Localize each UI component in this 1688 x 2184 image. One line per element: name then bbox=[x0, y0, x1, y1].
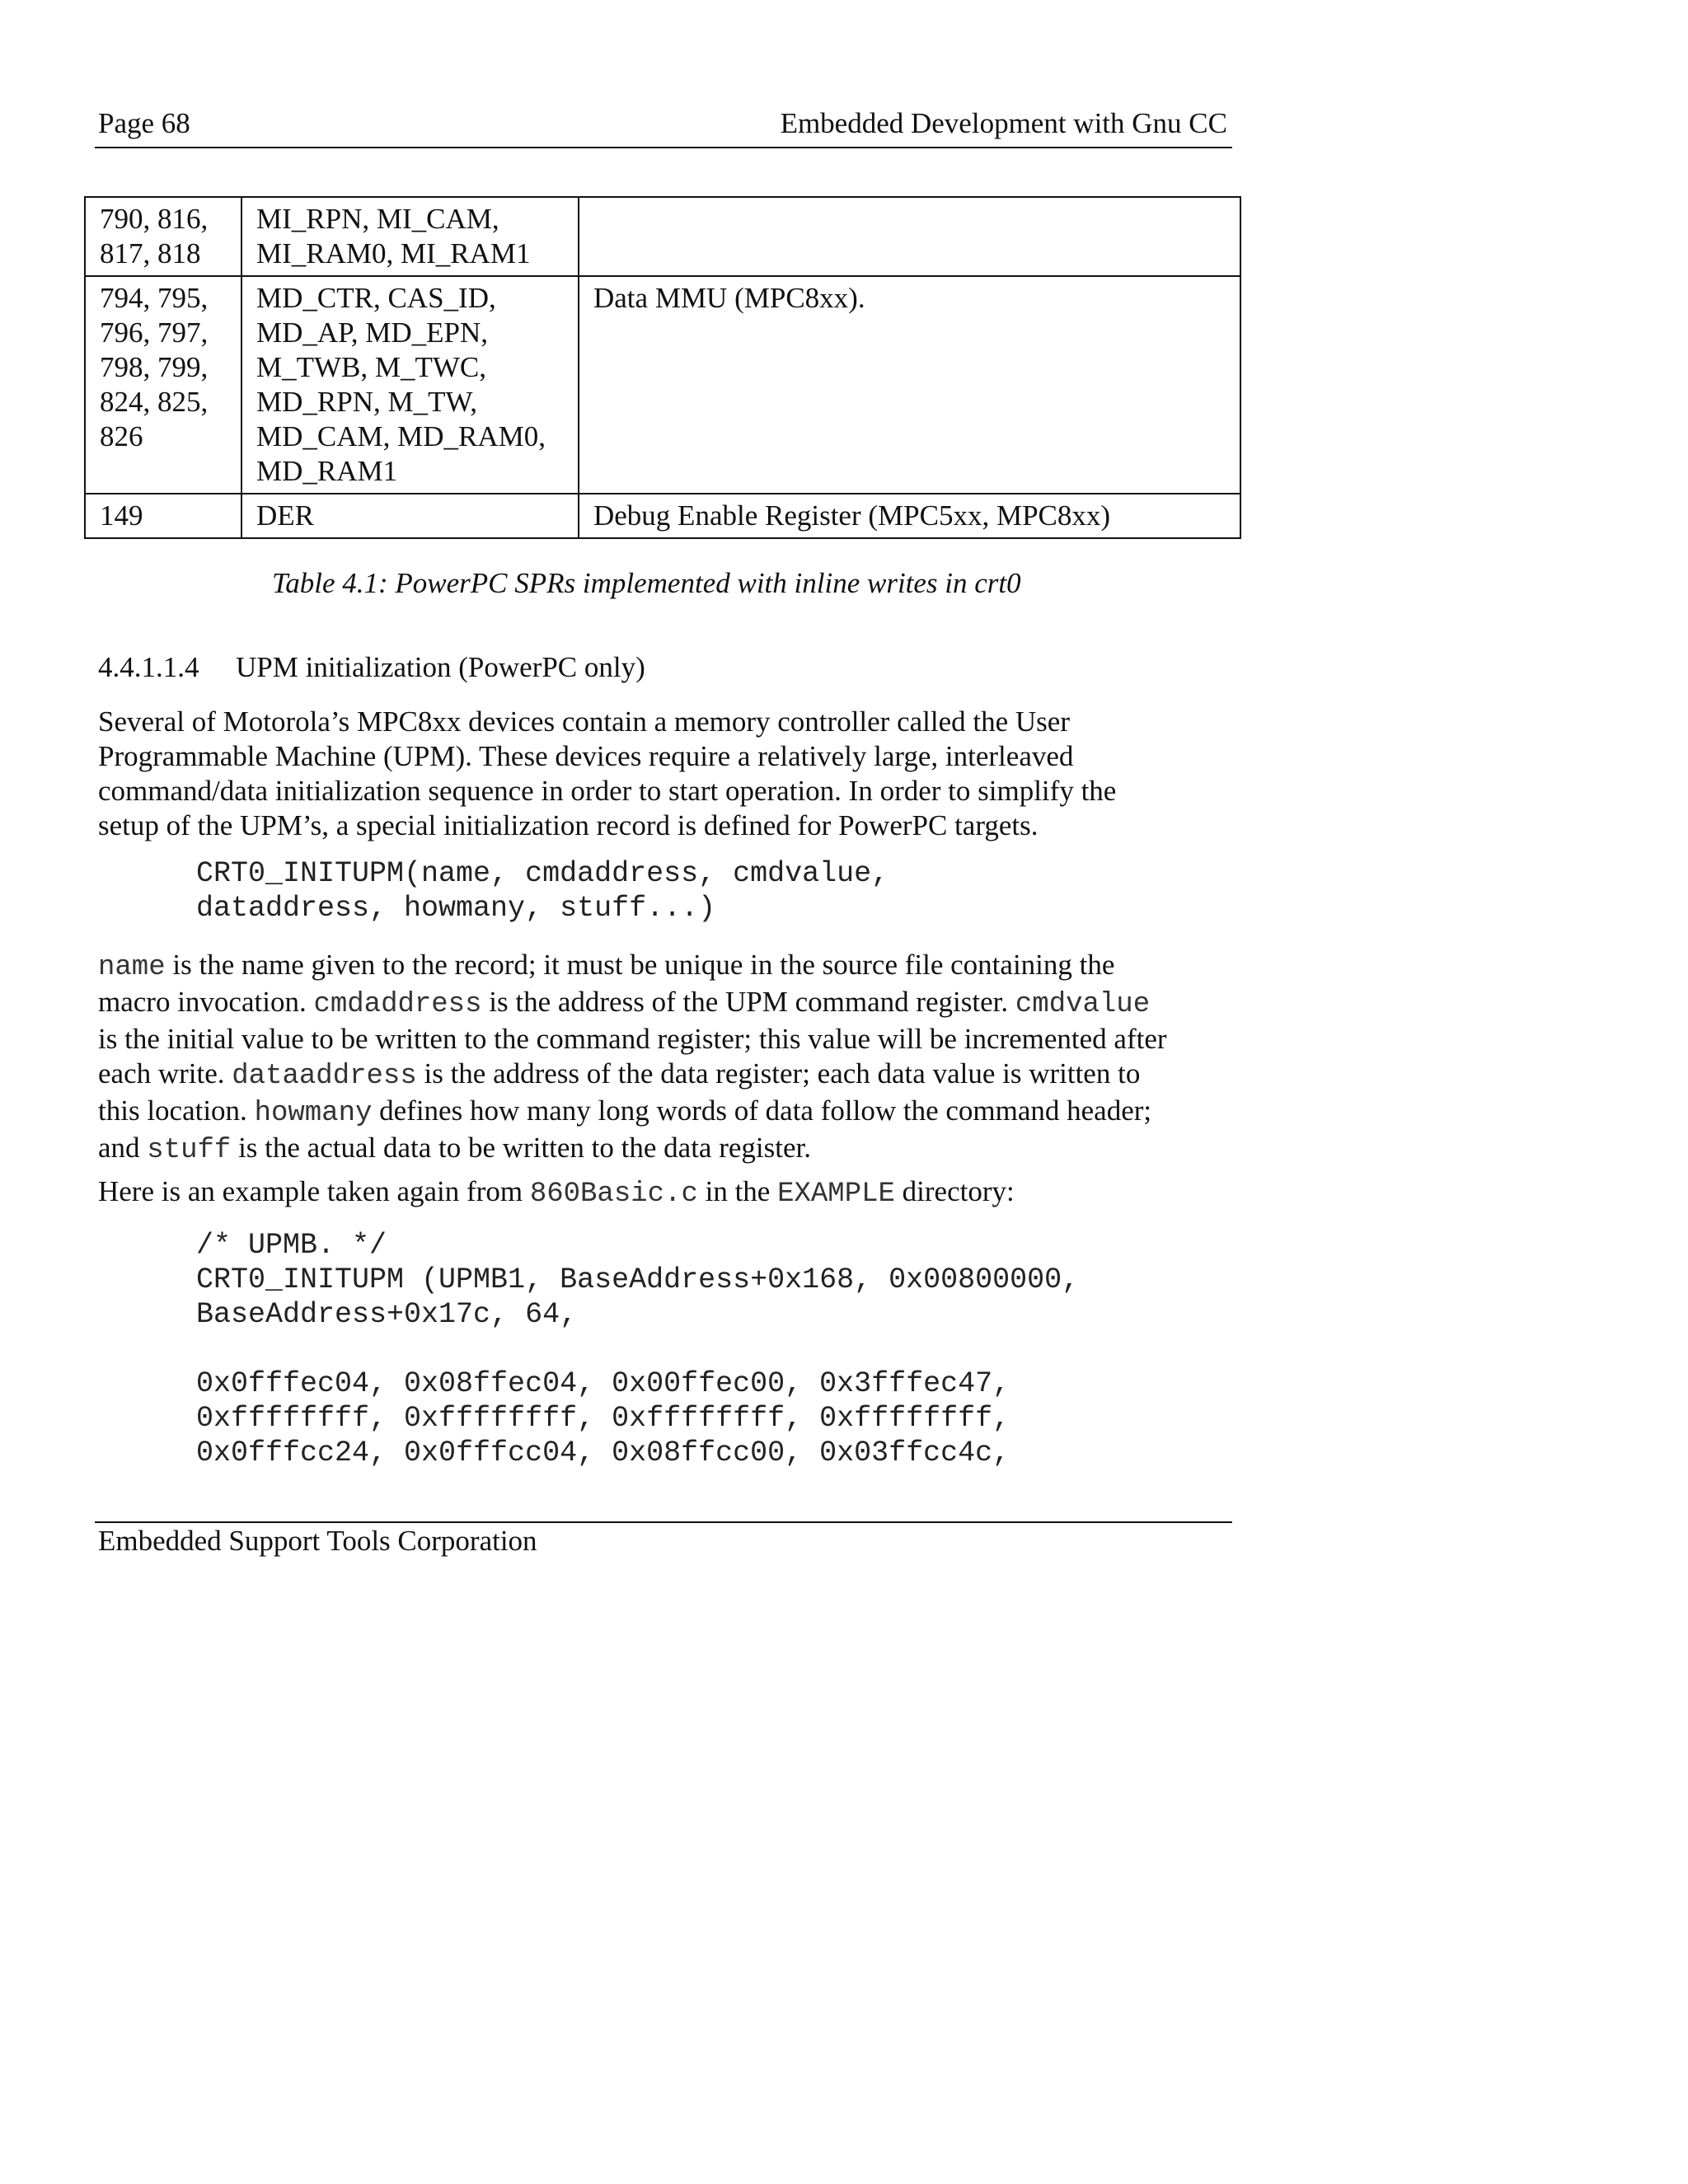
directory-name: EXAMPLE bbox=[777, 1179, 895, 1210]
term-dataaddress: dataaddress bbox=[232, 1061, 417, 1092]
page-header bbox=[95, 104, 1232, 148]
intro-paragraph: Several of Motorola’s MPC8xx devices contain a memory controller called the User Programmable Machine (UPM). These devices require a relatively large, interleaved command/data initialization sequence in order to start operation. In order to simplify the setup of the UPM’s, a special initialization record is defined for PowerPC targets. bbox=[98, 705, 1117, 841]
term-stuff: stuff bbox=[147, 1135, 232, 1166]
table-row bbox=[85, 494, 1240, 538]
table-row bbox=[85, 276, 1240, 494]
spr-description-cell bbox=[579, 197, 1240, 276]
term-howmany: howmany bbox=[254, 1098, 373, 1129]
spr-number-cell: 790, 816, 817, 818 bbox=[85, 197, 241, 276]
page-number: Page 68 bbox=[98, 107, 190, 139]
footer-company: Embedded Support Tools Corporation bbox=[98, 1525, 537, 1557]
spr-description-cell: Debug Enable Register (MPC5xx, MPC8xx) bbox=[579, 494, 1240, 538]
spr-number-cell: 149 bbox=[85, 494, 241, 538]
term-cmdvalue: cmdvalue bbox=[1015, 989, 1151, 1020]
footer-divider bbox=[95, 1521, 1232, 1523]
section-heading bbox=[98, 651, 645, 684]
file-name: 860Basic.c bbox=[529, 1179, 698, 1210]
spr-name-cell: MI_RPN, MI_CAM, MI_RAM0, MI_RAM1 bbox=[241, 197, 579, 276]
spr-name-cell: MD_CTR, CAS_ID, MD_AP, MD_EPN, M_TWB, M_TWC, MD_RPN, M_TW, MD_CAM, MD_RAM0, MD_RAM1 bbox=[241, 276, 579, 494]
spr-description-cell: Data MMU (MPC8xx). bbox=[579, 276, 1240, 494]
spr-number-cell: 794, 795, 796, 797, 798, 799, 824, 825, 826 bbox=[85, 276, 241, 494]
example-code-block: /* UPMB. */ CRT0_INITUPM (UPMB1, BaseAddress+0x168, 0x00800000, BaseAddress+0x17c, 64, 0x0fffec04, 0x08ffec04, 0x00ffec00, 0x3fffec47, 0xffffffff, 0xffffffff, 0xffffffff, 0xffffffff, 0x0fffcc24, 0x0fffcc04, 0x08ffcc00, 0x03ffcc4c, bbox=[196, 1229, 1080, 1469]
book-title: Embedded Development with Gnu CC bbox=[780, 107, 1227, 139]
section-number: 4.4.1.1.4 bbox=[98, 651, 199, 683]
spr-table bbox=[84, 196, 1241, 539]
spr-name-cell: DER bbox=[241, 494, 579, 538]
term-cmdaddress: cmdaddress bbox=[313, 989, 482, 1020]
table-caption: Table 4.1: PowerPC SPRs implemented with inline writes in crt0 bbox=[272, 567, 1021, 599]
table-row bbox=[85, 197, 1240, 276]
section-title: UPM initialization (PowerPC only) bbox=[236, 651, 645, 683]
description-paragraph: name is the name given to the record; it must be unique in the source file containing the macro invocation. cmdaddress is the address of the UPM command register. cmdvalue is the initial value to be written to the command register; this value will be incremented after each write. dataaddress is the address of the data register; each data value is written to this location. howmany defines how many long words of data follow the command header; and stuff is the actual data to be written to the data register. bbox=[98, 949, 1167, 1166]
term-name: name bbox=[98, 952, 166, 983]
syntax-code-block: CRT0_INITUPM(name, cmdaddress, cmdvalue, dataddress, howmany, stuff...) bbox=[196, 857, 889, 925]
example-intro: Here is an example taken again from 860Basic.c in the EXAMPLE directory: bbox=[98, 1175, 1015, 1210]
